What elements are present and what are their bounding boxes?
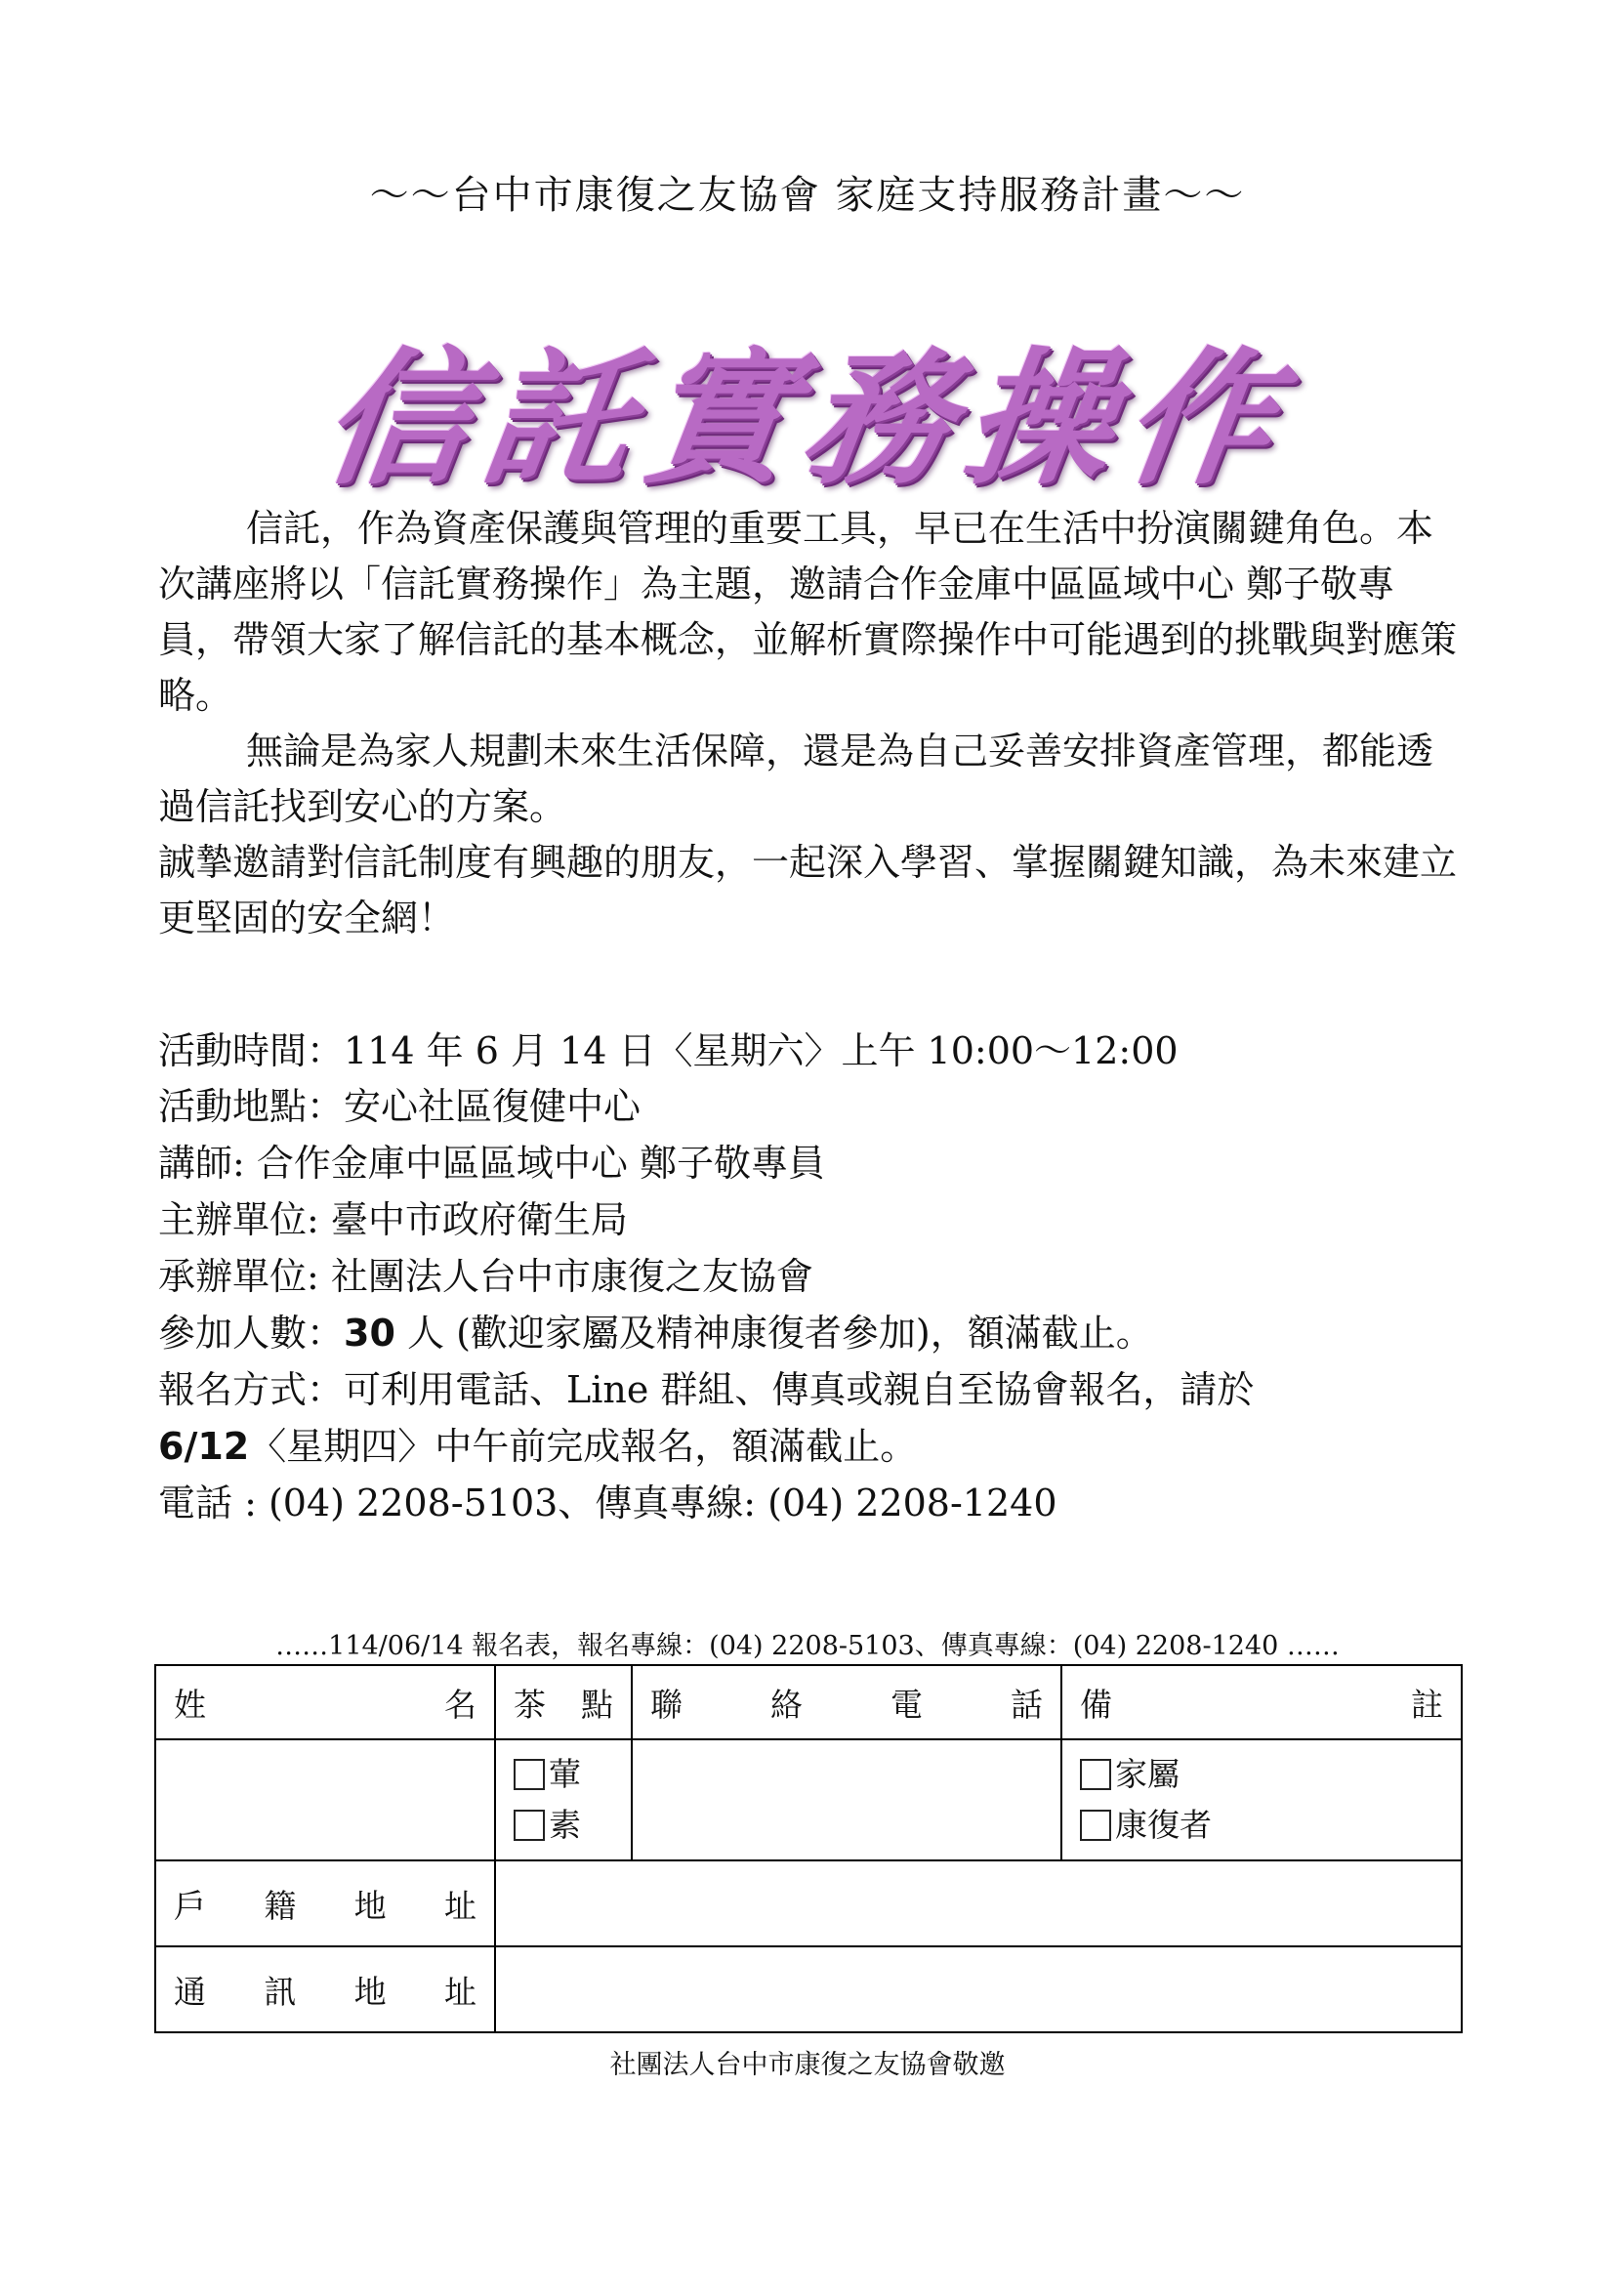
- household-address-label: [155, 1860, 495, 1946]
- intro-paragraph-1: 信託，作為資產保護與管理的重要工具，早已在生活中扮演關鍵角色。本次講座將以「信託實務操作」為主題，邀請合作金庫中區區域中心 鄭子敬專員，帶領大家了解信託的基本概念，並解析實際操作中可能遇到的挑戰與對應策略。: [158, 507, 1458, 717]
- note-family-label: 家屬: [1115, 1755, 1180, 1793]
- mailing-address-label: [155, 1946, 495, 2032]
- household-address-char: 戶: [174, 1886, 206, 1925]
- participants-rest: 人 (歡迎家屬及精神康復者參加)，額滿截止。: [394, 1312, 1153, 1355]
- household-address-row: [155, 1860, 1462, 1946]
- event-participants: [158, 1303, 1153, 1357]
- snack-meat-label: 葷: [549, 1755, 581, 1793]
- mailing-address-row: [155, 1946, 1462, 2032]
- intro-paragraph-3: 誠摯邀請對信託制度有興趣的朋友，一起深入學習、掌握關鍵知識，為未來建立更堅固的安全網！: [158, 841, 1458, 939]
- registration-deadline-line: [158, 1416, 917, 1470]
- table-header-row: [155, 1665, 1462, 1739]
- note-header: [1061, 1665, 1462, 1739]
- household-address-char: 址: [443, 1886, 476, 1925]
- note-options-cell: [1061, 1739, 1462, 1860]
- event-time: 活動時間：114 年 6 月 14 日〈星期六〉上午 10:00～12:00: [158, 1029, 1179, 1072]
- snack-header-char: 點: [581, 1685, 613, 1724]
- event-executor: 承辦單位: 社團法人台中市康復之友協會: [158, 1255, 813, 1298]
- snack-meat-option[interactable]: [514, 1749, 613, 1800]
- contact-phone: 電話 : (04) 2208-5103、傳真專線: (04) 2208-1240: [158, 1482, 1057, 1524]
- phone-header-char: 電: [890, 1685, 923, 1724]
- header-subtitle: ～～台中市康復之友協會 家庭支持服務計畫～～: [369, 173, 1246, 218]
- mailing-address-char: 地: [353, 1972, 387, 2011]
- phone-header-char: 絡: [770, 1685, 803, 1724]
- entry-row: [155, 1739, 1462, 1860]
- participants-label: 參加人數：: [158, 1312, 345, 1355]
- mailing-address-input[interactable]: [495, 1946, 1462, 2032]
- phone-header: [632, 1665, 1061, 1739]
- event-location: 活動地點：安心社區復健中心: [158, 1085, 642, 1128]
- event-speaker: 講師: 合作金庫中區區域中心 鄭子敬專員: [158, 1142, 825, 1185]
- note-recovered-label: 康復者: [1115, 1806, 1212, 1844]
- mailing-address-char: 訊: [264, 1972, 297, 2011]
- phone-header-char: 話: [1011, 1685, 1043, 1724]
- note-family-option[interactable]: [1080, 1749, 1443, 1800]
- name-header-char: 名: [444, 1685, 476, 1724]
- household-address-char: 籍: [264, 1886, 297, 1925]
- name-header-char: 姓: [174, 1685, 206, 1724]
- checkbox-icon[interactable]: [1080, 1810, 1111, 1841]
- note-header-char: 註: [1411, 1685, 1443, 1724]
- phone-input-cell[interactable]: [632, 1739, 1061, 1860]
- snack-header: [495, 1665, 632, 1739]
- main-title: 信託實務操作: [312, 335, 1299, 505]
- snack-header-char: 茶: [514, 1685, 546, 1724]
- snack-veg-label: 素: [549, 1806, 581, 1844]
- footer-invitation: 社團法人台中市康復之友協會敬邀: [609, 2050, 1006, 2080]
- name-input-cell[interactable]: [155, 1739, 495, 1860]
- household-address-input[interactable]: [495, 1860, 1462, 1946]
- registration-method: 報名方式：可利用電話、Line 群組、傳真或親自至協會報名，請於: [158, 1368, 1255, 1411]
- mailing-address-char: 通: [174, 1972, 206, 2011]
- name-header: [155, 1665, 495, 1739]
- checkbox-icon[interactable]: [514, 1810, 545, 1841]
- note-header-char: 備: [1080, 1685, 1112, 1724]
- household-address-char: 地: [353, 1886, 387, 1925]
- intro-paragraph-2: 無論是為家人規劃未來生活保障，還是為自己妥善安排資產管理，都能透過信託找到安心的方案。: [158, 730, 1434, 828]
- phone-header-char: 聯: [650, 1685, 683, 1724]
- form-header: ……114/06/14 報名表，報名專線：(04) 2208-5103、傳真專線：(04) 2208-1240 ……: [275, 1631, 1340, 1661]
- registration-deadline: 6/12: [158, 1425, 250, 1468]
- participants-count: 30: [344, 1312, 395, 1355]
- note-recovered-option[interactable]: [1080, 1800, 1443, 1851]
- snack-options-cell: [495, 1739, 632, 1860]
- snack-veg-option[interactable]: [514, 1800, 613, 1851]
- checkbox-icon[interactable]: [514, 1759, 545, 1790]
- event-organizer: 主辦單位: 臺中市政府衛生局: [158, 1198, 628, 1241]
- registration-form-table: [154, 1664, 1463, 2033]
- checkbox-icon[interactable]: [1080, 1759, 1111, 1790]
- registration-deadline-rest: 〈星期四〉中午前完成報名，額滿截止。: [249, 1425, 918, 1468]
- mailing-address-char: 址: [443, 1972, 476, 2011]
